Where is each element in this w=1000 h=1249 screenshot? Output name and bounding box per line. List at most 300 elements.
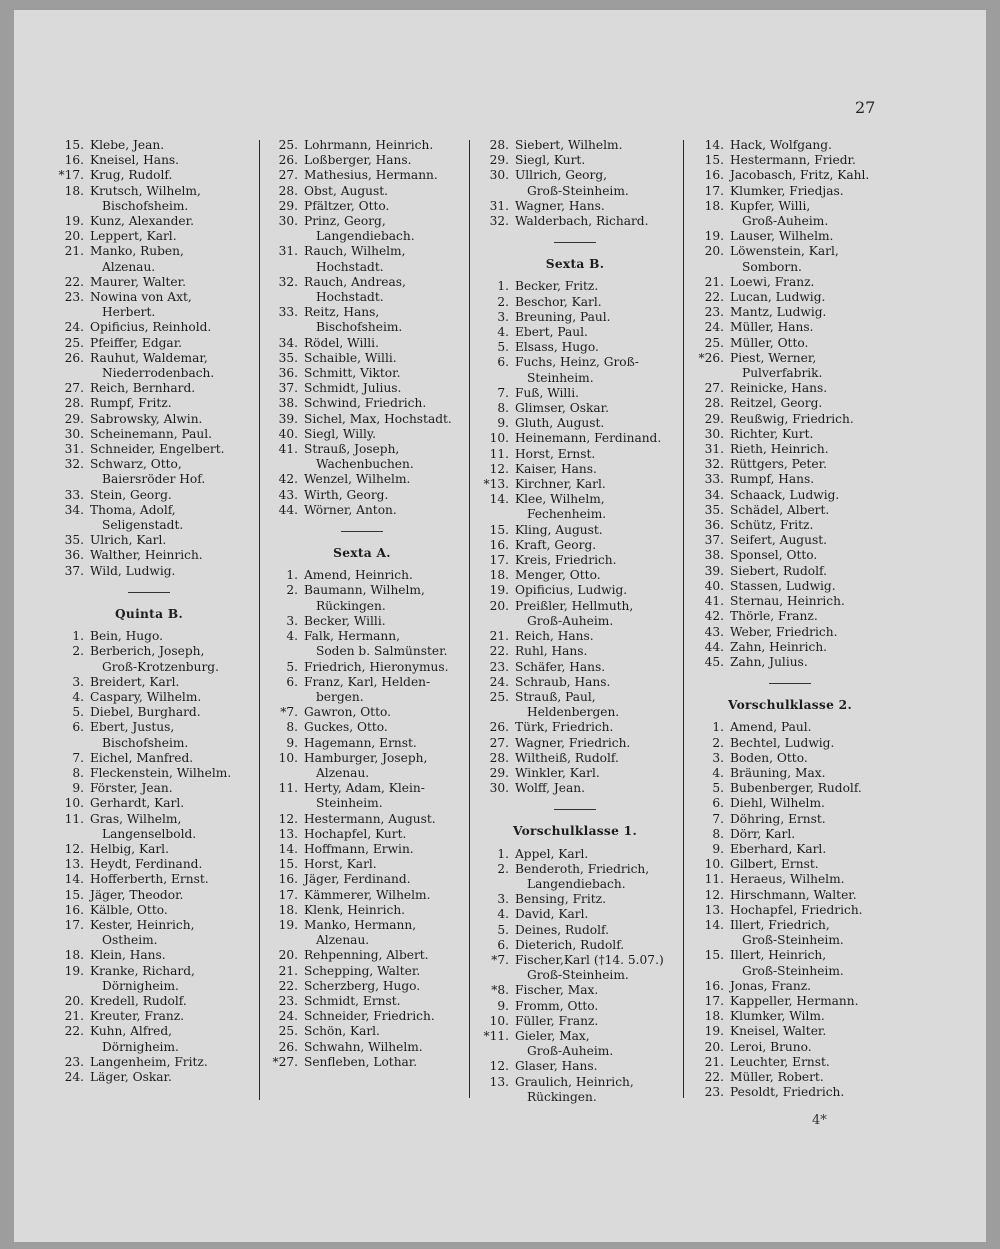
list-item	[690, 766, 890, 781]
list-item	[264, 503, 460, 518]
list-item	[475, 599, 675, 629]
entry-name: Fuß, Willi.	[515, 385, 579, 400]
entry-name: Hochapfel, Kurt.	[304, 826, 407, 841]
entry-number: 2.	[72, 644, 84, 659]
entry-name: Falk, Hermann,	[304, 629, 400, 644]
list-item	[475, 401, 675, 416]
list-item	[50, 842, 248, 857]
entry-number: 16.	[64, 902, 84, 917]
entry-number: 2.	[712, 735, 724, 750]
entry-number: 37.	[278, 381, 298, 396]
list-item	[475, 325, 675, 340]
entry-name: Krutsch, Wilhelm,	[90, 183, 201, 198]
entry-number: 33.	[704, 472, 724, 487]
list-item	[475, 766, 675, 781]
entry-name: Jonas, Franz.	[730, 978, 812, 993]
entry-name: Piest, Werner,	[730, 350, 817, 365]
entry-number: 9.	[497, 416, 509, 431]
list-item	[475, 862, 675, 892]
entry-name: Kraft, Georg.	[515, 537, 597, 552]
entry-name: Döhring, Ernst.	[730, 811, 826, 826]
entry-number: 29.	[64, 411, 84, 426]
entry-name: Menger, Otto.	[515, 568, 601, 583]
entry-name: Schmidt, Ernst.	[304, 993, 401, 1008]
entry-number: 12.	[278, 811, 298, 826]
entry-name: Bechtel, Ludwig.	[730, 735, 835, 750]
entry-name: Kneisel, Hans.	[90, 153, 180, 168]
entry-name: Reußwig, Friedrich.	[730, 411, 854, 426]
entry-name: Leroi, Bruno.	[730, 1039, 812, 1054]
list-item	[690, 781, 890, 796]
entry-number: 18.	[704, 1009, 724, 1024]
entry-number: 5.	[497, 340, 509, 355]
entry-name: Kranke, Richard,	[90, 963, 195, 978]
list-item	[50, 381, 248, 396]
entry-number: 34.	[64, 502, 84, 517]
entry-name: Rüttgers, Peter.	[730, 457, 827, 472]
list-item	[475, 138, 675, 153]
column-4	[690, 138, 890, 1100]
entry-name: Mathesius, Hermann.	[304, 168, 438, 183]
entry-name: Hoffmann, Erwin.	[304, 841, 414, 856]
list-item	[264, 488, 460, 503]
entry-name: Ullrich, Georg,	[515, 168, 608, 183]
entry-name: Richter, Kurt.	[730, 426, 814, 441]
entry-number: 34.	[278, 335, 298, 350]
list-item	[690, 994, 890, 1009]
list-item	[475, 447, 675, 462]
entry-name: Türk, Friedrich.	[515, 720, 614, 735]
list-item	[264, 427, 460, 442]
entry-number: 21.	[64, 1009, 84, 1024]
entry-name: Schraub, Hans.	[515, 674, 611, 689]
entry-name: Wirth, Georg.	[304, 487, 389, 502]
entry-number: 21.	[489, 629, 509, 644]
entry-number: 15.	[64, 887, 84, 902]
entry-number: 6.	[712, 796, 724, 811]
entry-number: 14.	[704, 917, 724, 932]
entry-number: 32.	[278, 274, 298, 289]
entry-name: Weber, Friedrich.	[730, 624, 838, 639]
entry-name: Pesoldt, Friedrich.	[730, 1085, 845, 1100]
entry-name: Hofferberth, Ernst.	[90, 872, 209, 887]
entry-number: 5.	[72, 705, 84, 720]
list-item	[50, 1055, 248, 1070]
entry-name: Walther, Heinrich.	[90, 548, 203, 563]
entry-number: 23.	[704, 1085, 724, 1100]
entry-number: 22.	[64, 274, 84, 289]
list-item	[50, 533, 248, 548]
entry-number: 12.	[704, 887, 724, 902]
entry-name: Obst, August.	[304, 183, 389, 198]
entry-number: 44.	[278, 502, 298, 517]
signature-mark: 4*	[812, 1113, 827, 1128]
list-item	[50, 644, 248, 674]
entry-name: Gieler, Max,	[515, 1028, 590, 1043]
entry-continuation: Groß-Auheim.	[527, 1044, 614, 1059]
entry-name: Eberhard, Karl.	[730, 841, 827, 856]
page-number: 27	[855, 98, 876, 117]
list-item	[264, 903, 460, 918]
list-item	[690, 381, 890, 396]
entry-continuation: Baiersröder Hof.	[102, 472, 206, 487]
entry-continuation: Steinheim.	[316, 796, 383, 811]
entry-number: 6.	[286, 674, 298, 689]
entry-number: 43.	[278, 487, 298, 502]
list-item	[690, 138, 890, 153]
list-item	[264, 199, 460, 214]
entry-name: Bensing, Fritz.	[515, 892, 606, 907]
entry-number: 40.	[278, 426, 298, 441]
entry-number: 29.	[489, 765, 509, 780]
list-item	[690, 168, 890, 183]
entry-name: Hestermann, August.	[304, 811, 436, 826]
entry-number: 15.	[64, 138, 84, 152]
entry-number: 31.	[489, 198, 509, 213]
entry-number: 30.	[489, 168, 509, 183]
entry-continuation: Niederrodenbach.	[102, 366, 215, 381]
entry-continuation: Bischofsheim.	[102, 735, 189, 750]
entry-name: Loßberger, Hans.	[304, 153, 412, 168]
entry-number: 25.	[278, 1024, 298, 1039]
list-item	[690, 396, 890, 411]
entry-name: Schaible, Willi.	[304, 350, 397, 365]
entry-name: Schneider, Friedrich.	[304, 1009, 435, 1024]
entry-number: 36.	[704, 518, 724, 533]
entry-name: Berberich, Joseph,	[90, 644, 205, 659]
entry-number: 27.	[278, 168, 298, 183]
list-item	[264, 1055, 460, 1070]
entry-name: Gerhardt, Karl.	[90, 796, 185, 811]
entry-number: 13.	[489, 1074, 509, 1089]
entry-name: Klumker, Wilm.	[730, 1009, 825, 1024]
entry-name: Glimser, Oskar.	[515, 401, 610, 416]
entry-name: Preißler, Hellmuth,	[515, 598, 634, 613]
entry-name: Stassen, Ludwig.	[730, 578, 836, 593]
list-item	[475, 781, 675, 796]
entry-number: 36.	[278, 366, 298, 381]
list-item	[50, 948, 248, 963]
entry-number: 18.	[64, 948, 84, 963]
entry-continuation: Somborn.	[742, 259, 802, 274]
entry-name: Krug, Rudolf.	[90, 168, 173, 183]
list-item	[50, 812, 248, 842]
list-item	[264, 948, 460, 963]
entry-number: 6.	[497, 355, 509, 370]
list-item	[264, 381, 460, 396]
entry-number: 29.	[704, 411, 724, 426]
list-item	[50, 751, 248, 766]
entry-name: Boden, Otto.	[730, 750, 808, 765]
entry-number: 15.	[704, 948, 724, 963]
list-item	[50, 796, 248, 811]
entry-name: Heydt, Ferdinand.	[90, 857, 203, 872]
entry-number: 2.	[497, 294, 509, 309]
entry-number: 8.	[286, 720, 298, 735]
entry-name: Kappeller, Hermann.	[730, 993, 859, 1008]
section-divider	[341, 531, 383, 532]
entry-name: Gluth, August.	[515, 416, 605, 431]
entry-name: Hochapfel, Friedrich.	[730, 902, 863, 917]
entry-continuation: Seligenstadt.	[102, 518, 184, 533]
entry-name: Pfältzer, Otto.	[304, 198, 390, 213]
entry-number: 24.	[64, 1069, 84, 1084]
list-item	[475, 355, 675, 385]
list-item	[50, 214, 248, 229]
list-item	[690, 564, 890, 579]
entry-name: Sichel, Max, Hochstadt.	[304, 411, 452, 426]
entry-name: Schädel, Albert.	[730, 502, 830, 517]
list-item	[475, 675, 675, 690]
entry-number: 20.	[704, 244, 724, 259]
entry-number: 24.	[64, 320, 84, 335]
entry-number: 1.	[712, 720, 724, 735]
entry-name: Langenheim, Fritz.	[90, 1054, 208, 1069]
list-item	[264, 214, 460, 244]
entry-number: 1.	[286, 568, 298, 583]
entry-number: 26.	[489, 720, 509, 735]
section-divider	[554, 242, 596, 243]
entry-name: Becker, Fritz.	[515, 279, 599, 294]
entry-name: Friedrich, Hieronymus.	[304, 659, 449, 674]
list-item	[264, 275, 460, 305]
entry-name: Thoma, Adolf,	[90, 502, 176, 517]
list-item	[690, 351, 890, 381]
entry-name: Appel, Karl.	[515, 846, 589, 861]
list-item	[690, 948, 890, 978]
entry-name: Schäfer, Hans.	[515, 659, 606, 674]
entry-continuation: Herbert.	[102, 305, 156, 320]
list-item	[690, 275, 890, 290]
entry-number: *17.	[58, 168, 84, 183]
entry-number: *11.	[483, 1028, 509, 1043]
entry-number: 9.	[72, 781, 84, 796]
entry-name: Siegl, Kurt.	[515, 153, 586, 168]
entry-name: Hamburger, Joseph,	[304, 750, 428, 765]
entry-name: Klenk, Heinrich.	[304, 902, 406, 917]
entry-name: Mantz, Ludwig.	[730, 305, 827, 320]
entry-name: Kälble, Otto.	[90, 902, 168, 917]
list-item	[475, 720, 675, 735]
entry-continuation: Langendiebach.	[316, 229, 415, 244]
entry-name: Wagner, Hans.	[515, 198, 605, 213]
entry-name: Baumann, Wilhelm,	[304, 583, 425, 598]
list-item	[50, 442, 248, 457]
list-item	[50, 903, 248, 918]
entry-name: Amend, Paul.	[730, 720, 812, 735]
entry-continuation: Groß-Steinheim.	[527, 183, 629, 198]
entry-name: Bein, Hugo.	[90, 629, 163, 644]
entry-number: 16.	[64, 153, 84, 168]
list-item	[690, 979, 890, 994]
column-2	[264, 138, 460, 1070]
list-item	[50, 1070, 248, 1085]
entry-number: 43.	[704, 624, 724, 639]
entry-number: 20.	[64, 229, 84, 244]
entry-number: 4.	[286, 629, 298, 644]
list-item	[475, 892, 675, 907]
entry-number: 26.	[278, 1039, 298, 1054]
entry-number: 42.	[704, 609, 724, 624]
entry-number: 16.	[704, 978, 724, 993]
list-item	[264, 675, 460, 705]
entry-name: David, Karl.	[515, 907, 589, 922]
entry-name: Loewi, Franz.	[730, 274, 815, 289]
list-item	[690, 751, 890, 766]
entry-number: 35.	[704, 502, 724, 517]
entry-number: 4.	[72, 689, 84, 704]
list-item	[475, 751, 675, 766]
entry-name: Schmidt, Julius.	[304, 381, 402, 396]
list-item	[50, 994, 248, 1009]
entry-name: Strauß, Paul,	[515, 689, 596, 704]
entry-name: Klumker, Friedjas.	[730, 183, 844, 198]
list-item	[690, 796, 890, 811]
list-item	[475, 983, 675, 998]
entry-name: Lohrmann, Heinrich.	[304, 138, 434, 152]
entry-name: Opificius, Reinhold.	[90, 320, 212, 335]
entry-number: 29.	[278, 198, 298, 213]
entry-continuation: Bischofsheim.	[316, 320, 403, 335]
entry-number: 18.	[278, 902, 298, 917]
list-item	[264, 442, 460, 472]
entry-number: 24.	[278, 1009, 298, 1024]
entry-name: Fischer,Karl (†14. 5.07.)	[515, 952, 664, 967]
entry-name: Dieterich, Rudolf.	[515, 937, 625, 952]
entry-name: Schmitt, Viktor.	[304, 366, 401, 381]
entry-number: 28.	[489, 750, 509, 765]
entry-number: 34.	[704, 487, 724, 502]
list-item	[264, 872, 460, 887]
entry-number: 15.	[704, 153, 724, 168]
entry-continuation: Alzenau.	[102, 259, 156, 274]
entry-number: *7.	[491, 952, 509, 967]
entry-name: Jäger, Theodor.	[90, 887, 184, 902]
entry-name: Graulich, Heinrich,	[515, 1074, 634, 1089]
entry-name: Rehpenning, Albert.	[304, 948, 429, 963]
entry-number: 13.	[278, 826, 298, 841]
list-item	[690, 488, 890, 503]
list-item	[475, 310, 675, 325]
entry-number: 24.	[489, 674, 509, 689]
list-item	[690, 918, 890, 948]
entry-number: 4.	[712, 765, 724, 780]
entry-number: 32.	[64, 457, 84, 472]
column-1	[50, 138, 248, 1085]
entry-name: Horst, Karl.	[304, 857, 377, 872]
entry-number: 1.	[497, 846, 509, 861]
entry-number: 31.	[64, 442, 84, 457]
entry-name: Läger, Oskar.	[90, 1069, 172, 1084]
entry-name: Breuning, Paul.	[515, 309, 611, 324]
list-item	[690, 609, 890, 624]
entry-number: 4.	[497, 325, 509, 340]
entry-name: Kirchner, Karl.	[515, 477, 606, 492]
list-item	[264, 396, 460, 411]
entry-name: Leuchter, Ernst.	[730, 1054, 830, 1069]
list-item	[475, 1059, 675, 1074]
list-item	[690, 442, 890, 457]
list-item	[50, 457, 248, 487]
entry-number: 12.	[489, 1059, 509, 1074]
entry-name: Jäger, Ferdinand.	[304, 872, 411, 887]
list-item	[475, 1029, 675, 1059]
entry-name: Leppert, Karl.	[90, 229, 177, 244]
entry-name: Opificius, Ludwig.	[515, 583, 628, 598]
list-item	[690, 305, 890, 320]
entry-name: Kuhn, Alfred,	[90, 1024, 173, 1039]
entry-name: Müller, Hans.	[730, 320, 814, 335]
list-item	[50, 168, 248, 183]
list-item	[50, 690, 248, 705]
entry-number: 10.	[489, 431, 509, 446]
entry-name: Glaser, Hans.	[515, 1059, 598, 1074]
entry-number: 41.	[278, 442, 298, 457]
list-item	[690, 1009, 890, 1024]
entry-number: 37.	[704, 533, 724, 548]
entry-number: 23.	[64, 290, 84, 305]
entry-number: 12.	[64, 841, 84, 856]
list-item	[50, 964, 248, 994]
entry-name: Schepping, Walter.	[304, 963, 421, 978]
entry-name: Helbig, Karl.	[90, 841, 169, 856]
list-item	[690, 229, 890, 244]
list-item	[690, 857, 890, 872]
list-item	[475, 583, 675, 598]
entry-name: Dörr, Karl.	[730, 826, 796, 841]
list-item	[50, 138, 248, 153]
entry-name: Guckes, Otto.	[304, 720, 388, 735]
list-item	[264, 918, 460, 948]
entry-continuation: Groß-Krotzenburg.	[102, 659, 219, 674]
entry-name: Wenzel, Wilhelm.	[304, 472, 411, 487]
entry-number: 28.	[704, 396, 724, 411]
entry-continuation: Groß-Auheim.	[742, 214, 829, 229]
entry-name: Zahn, Julius.	[730, 654, 808, 669]
list-item	[475, 1014, 675, 1029]
entry-name: Müller, Otto.	[730, 335, 809, 350]
entry-number: *8.	[491, 983, 509, 998]
entry-number: 9.	[497, 998, 509, 1013]
list-item	[50, 184, 248, 214]
entry-number: 24.	[704, 320, 724, 335]
list-item	[50, 872, 248, 887]
entry-name: Schütz, Fritz.	[730, 518, 814, 533]
entry-number: 8.	[712, 826, 724, 841]
entry-name: Rumpf, Fritz.	[90, 396, 172, 411]
list-item	[475, 153, 675, 168]
list-item	[264, 751, 460, 781]
class-heading: Sexta A.	[333, 546, 391, 561]
entry-number: *13.	[483, 477, 509, 492]
entry-number: 40.	[704, 578, 724, 593]
entry-name: Ruhl, Hans.	[515, 644, 588, 659]
entry-continuation: Dörnigheim.	[102, 978, 179, 993]
entry-continuation: Groß-Steinheim.	[742, 933, 844, 948]
list-item	[50, 705, 248, 720]
column-rule	[469, 140, 470, 1098]
entry-name: Reitzel, Georg.	[730, 396, 823, 411]
list-item	[475, 416, 675, 431]
entry-number: 9.	[286, 735, 298, 750]
entry-number: 23.	[489, 659, 509, 674]
entry-name: Beschor, Karl.	[515, 294, 602, 309]
list-item	[690, 533, 890, 548]
list-item	[264, 994, 460, 1009]
list-item	[264, 351, 460, 366]
entry-number: 28.	[489, 138, 509, 152]
entry-name: Maurer, Walter.	[90, 274, 186, 289]
